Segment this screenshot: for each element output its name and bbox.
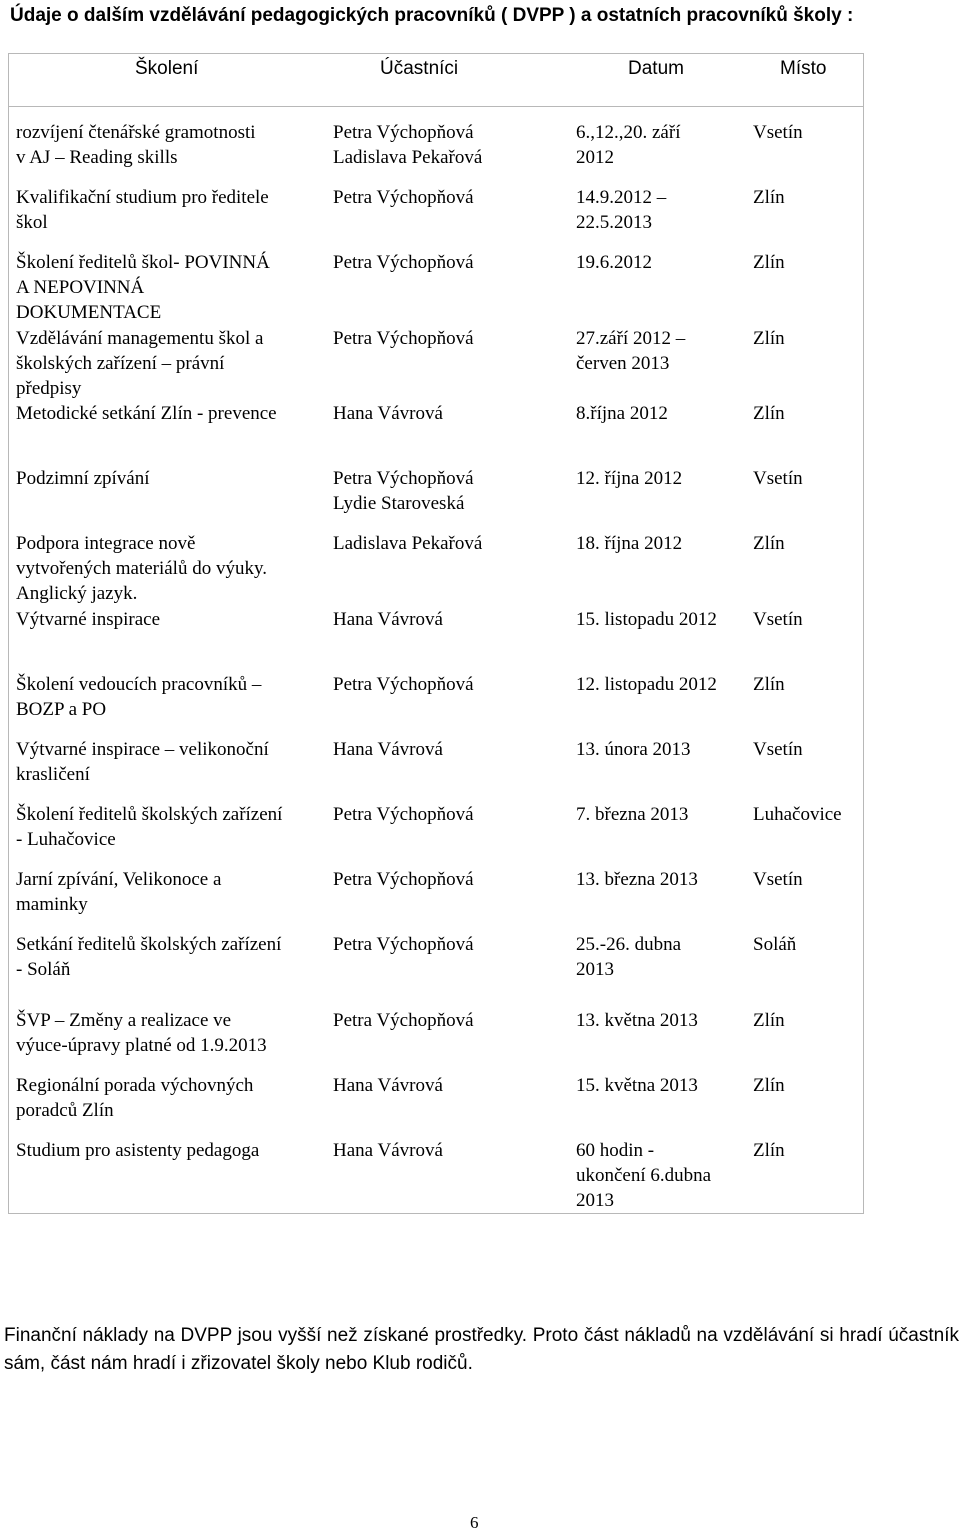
cell-date: 13. března 2013 xyxy=(576,869,698,890)
cell-course: Vzdělávání managementu škol a školských zařízení – právní předpisy xyxy=(16,328,264,399)
table-bottom-border xyxy=(8,1213,864,1214)
cell-participants: Petra Výchopňová xyxy=(333,328,474,349)
cell-course: Výtvarné inspirace – velikonoční krasličení xyxy=(16,739,269,785)
column-header-date: Datum xyxy=(628,58,684,79)
cell-place: Zlín xyxy=(753,674,785,695)
cell-place: Vsetín xyxy=(753,739,803,760)
cell-place: Zlín xyxy=(753,1010,785,1031)
cell-date: 8.října 2012 xyxy=(576,403,668,424)
column-header-place: Místo xyxy=(780,58,827,79)
cell-date: 12. listopadu 2012 xyxy=(576,674,717,695)
cell-participants: Hana Vávrová xyxy=(333,609,443,630)
cell-participants: Petra Výchopňová xyxy=(333,252,474,273)
cell-course: Školení ředitelů školských zařízení - Luhačovice xyxy=(16,804,283,850)
cell-date: 25.-26. dubna 2013 xyxy=(576,934,682,980)
cell-participants: Petra Výchopňová xyxy=(333,869,474,890)
page-number: 6 xyxy=(470,1513,479,1532)
cell-place: Vsetín xyxy=(753,122,803,143)
cell-date: 7. března 2013 xyxy=(576,804,689,825)
cell-participants: Petra Výchopňová xyxy=(333,934,474,955)
cell-date: 12. října 2012 xyxy=(576,468,683,489)
cell-place: Luhačovice xyxy=(753,804,842,825)
cell-course: Podzimní zpívání xyxy=(16,468,150,489)
cell-date: 15. listopadu 2012 xyxy=(576,609,717,630)
column-header-course: Školení xyxy=(135,58,199,79)
cell-course: ŠVP – Změny a realizace ve výuce-úpravy platné od 1.9.2013 xyxy=(16,1010,267,1056)
cell-participants: Petra Výchopňová xyxy=(333,187,474,208)
cell-date: 60 hodin - ukončení 6.dubna 2013 xyxy=(576,1140,712,1211)
cell-course: Setkání ředitelů školských zařízení - Soláň xyxy=(16,934,282,980)
cell-place: Zlín xyxy=(753,328,785,349)
column-header-participants: Účastníci xyxy=(380,58,459,79)
cell-participants: Ladislava Pekařová xyxy=(333,533,483,554)
cell-course: Regionální porada výchovných poradců Zlín xyxy=(16,1075,254,1121)
cell-participants: Petra Výchopňová xyxy=(333,674,474,695)
cell-participants: Hana Vávrová xyxy=(333,739,443,760)
cell-participants: Petra Výchopňová xyxy=(333,804,474,825)
cell-course: Kvalifikační studium pro ředitele škol xyxy=(16,187,269,233)
cell-place: Zlín xyxy=(753,1075,785,1096)
cell-date: 13. února 2013 xyxy=(576,739,691,760)
page-title: Údaje o dalším vzdělávání pedagogických pracovníků ( DVPP ) a ostatních pracovníků školy : xyxy=(10,5,854,26)
cell-participants: Petra Výchopňová Lydie Staroveská xyxy=(333,468,474,514)
cell-place: Zlín xyxy=(753,187,785,208)
cell-place: Vsetín xyxy=(753,869,803,890)
header-divider xyxy=(8,106,864,107)
cell-date: 15. května 2013 xyxy=(576,1075,698,1096)
cell-date: 19.6.2012 xyxy=(576,252,652,273)
cell-course: Studium pro asistenty pedagoga xyxy=(16,1140,260,1161)
cell-participants: Hana Vávrová xyxy=(333,403,443,424)
cell-course: Jarní zpívání, Velikonoce a maminky xyxy=(16,869,222,915)
cell-course: Školení ředitelů škol- POVINNÁ A NEPOVINNÁ DOKUMENTACE xyxy=(16,252,270,323)
cell-course: Metodické setkání Zlín - prevence xyxy=(16,403,277,424)
cell-participants: Petra Výchopňová xyxy=(333,1010,474,1031)
cell-place: Soláň xyxy=(753,934,797,955)
cell-date: 13. května 2013 xyxy=(576,1010,698,1031)
cell-course: Školení vedoucích pracovníků – BOZP a PO xyxy=(16,674,262,720)
cell-course: rozvíjení čtenářské gramotnosti v AJ – Reading skills xyxy=(16,122,256,168)
cell-participants: Hana Vávrová xyxy=(333,1075,443,1096)
cell-participants: Hana Vávrová xyxy=(333,1140,443,1161)
cell-date: 14.9.2012 – 22.5.2013 xyxy=(576,187,667,233)
cell-course: Podpora integrace nově vytvořených materiálů do výuky. Anglický jazyk. xyxy=(16,533,267,604)
cell-date: 6.,12.,20. září 2012 xyxy=(576,122,681,168)
cell-place: Vsetín xyxy=(753,468,803,489)
cell-place: Zlín xyxy=(753,1140,785,1161)
cell-place: Zlín xyxy=(753,403,785,424)
cell-course: Výtvarné inspirace xyxy=(16,609,161,630)
cell-place: Vsetín xyxy=(753,609,803,630)
footer-note: Finanční náklady na DVPP jsou vyšší než získané prostředky. Proto část nákladů na vzdělávání si hradí účastník sám, část nám hradí i zřizovatel školy nebo Klub rodičů. xyxy=(4,1325,959,1374)
cell-date: 18. října 2012 xyxy=(576,533,683,554)
cell-participants: Petra Výchopňová Ladislava Pekařová xyxy=(333,122,483,168)
cell-place: Zlín xyxy=(753,533,785,554)
cell-date: 27.září 2012 – červen 2013 xyxy=(576,328,686,374)
cell-place: Zlín xyxy=(753,252,785,273)
